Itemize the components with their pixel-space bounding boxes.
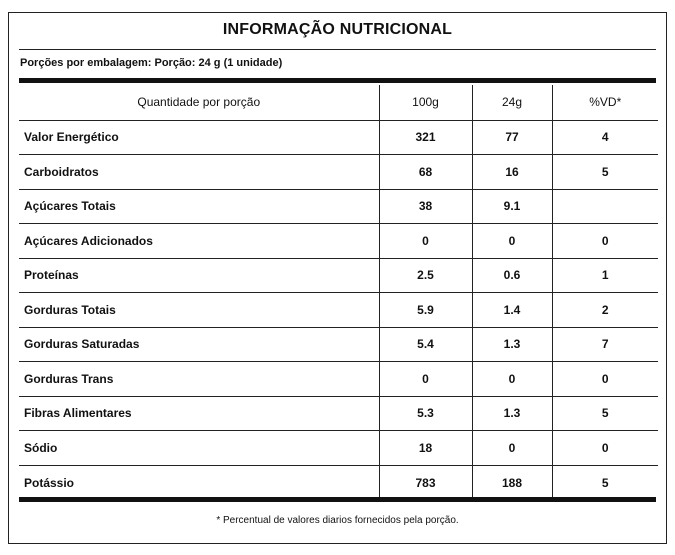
- table-row: [19, 431, 658, 466]
- value-24g: 1.4: [472, 293, 552, 328]
- value-vd: 5: [552, 396, 658, 431]
- value-vd: 0: [552, 362, 658, 397]
- nutrient-name: Fibras Alimentares: [19, 396, 379, 431]
- nutrient-name: Gorduras Trans: [19, 362, 379, 397]
- value-24g: 1.3: [472, 396, 552, 431]
- nutrient-name: Potássio: [24, 475, 75, 490]
- nutrient-name: Açúcares Totais: [19, 189, 379, 224]
- value-24g: 0: [472, 362, 552, 397]
- table-row: [19, 396, 658, 431]
- title-divider: [19, 49, 656, 50]
- table-row: [19, 362, 658, 397]
- header-vd: %VD*: [552, 85, 658, 120]
- value-24g: 16: [472, 155, 552, 190]
- footnote: * Percentual de valores diarios fornecidos pela porção.: [216, 515, 459, 526]
- header-thick-divider: [19, 78, 656, 83]
- header-24g: 24g: [472, 85, 552, 120]
- nutrient-name: Gorduras Saturadas: [19, 327, 379, 362]
- nutrient-name: Carboidratos: [19, 155, 379, 190]
- nutrient-name: Açúcares Adicionados: [19, 224, 379, 259]
- table-row: [19, 293, 658, 328]
- panel-title: INFORMAÇÃO NUTRICIONAL: [222, 21, 453, 38]
- value-24g: 9.1: [472, 189, 552, 224]
- value-vd: 7: [552, 327, 658, 362]
- nutrient-name: Proteínas: [19, 258, 379, 293]
- value-vd: 0: [552, 224, 658, 259]
- table-header-row: [19, 85, 658, 120]
- value-100g: 321: [379, 120, 472, 155]
- table-bottom-thick-divider: [19, 497, 656, 502]
- value-24g: 188: [472, 465, 552, 500]
- table-row: [19, 258, 658, 293]
- nutrient-name: Sódio: [19, 431, 379, 466]
- table-row: [19, 327, 658, 362]
- value-24g: 0: [472, 224, 552, 259]
- value-vd: 5: [552, 465, 658, 500]
- table-row: [19, 465, 658, 500]
- value-vd: 0: [552, 431, 658, 466]
- value-100g: 0: [379, 362, 472, 397]
- value-100g: 0: [379, 224, 472, 259]
- value-100g: 2.5: [379, 258, 472, 293]
- value-24g: 1.3: [472, 327, 552, 362]
- serving-info: Porções por embalagem: Porção: 24 g (1 unidade): [20, 57, 283, 69]
- value-vd: 1: [552, 258, 658, 293]
- value-100g: 68: [379, 155, 472, 190]
- value-100g: 18: [379, 431, 472, 466]
- value-100g: 5.4: [379, 327, 472, 362]
- value-100g: 5.3: [379, 396, 472, 431]
- value-24g: 0: [472, 431, 552, 466]
- table-row: [19, 155, 658, 190]
- nutrition-table: [19, 85, 658, 500]
- nutrient-name: Gorduras Totais: [19, 293, 379, 328]
- value-vd: 4: [552, 120, 658, 155]
- table-row: [19, 120, 658, 155]
- value-100g: 5.9: [379, 293, 472, 328]
- nutrient-name: Valor Energético: [19, 120, 379, 155]
- header-quantity: Quantidade por porção: [19, 85, 379, 120]
- value-24g: 77: [472, 120, 552, 155]
- table-row: [19, 224, 658, 259]
- header-100g: 100g: [379, 85, 472, 120]
- value-24g: 0.6: [472, 258, 552, 293]
- value-vd: 2: [552, 293, 658, 328]
- nutrition-facts-panel: [8, 12, 667, 544]
- value-vd: [552, 189, 658, 224]
- value-100g: 783: [379, 465, 472, 500]
- table-row: [19, 189, 658, 224]
- value-vd: 5: [552, 155, 658, 190]
- value-100g: 38: [379, 189, 472, 224]
